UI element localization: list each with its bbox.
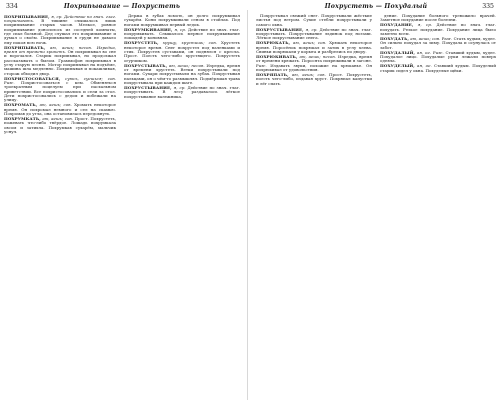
dictionary-entry <box>256 55 372 72</box>
dictionary-entry <box>256 73 372 86</box>
entry-headword: ПОХРУМКИВАНИЕ, <box>124 26 173 32</box>
dictionary-entry <box>380 64 496 73</box>
entry-grammar: хрущу, хрустишь; сов. <box>162 40 217 46</box>
dictionary-entry <box>124 86 240 99</box>
left-column-1 <box>4 14 116 402</box>
entry-headword: ПОХУДЕЛЫЙ, <box>380 63 415 69</box>
entry-grammar: ая, ое. <box>417 63 432 69</box>
entry-grammar: я, ср. Действие по знач. глаг. похрипывать. <box>4 14 116 23</box>
entry-grammar: я, ср. <box>417 22 433 28</box>
right-column-1 <box>256 14 372 402</box>
entry-grammar: ая, ое. <box>416 49 432 55</box>
running-title-right: Похрустеть — Похудалый <box>324 3 428 10</box>
entry-grammar: аю, аешь; несов. <box>299 53 336 59</box>
entry-headword: ПОХРУМКАТЬ, <box>4 115 41 121</box>
entry-headword: ПОХРИПЫВАНИЕ, <box>4 14 50 19</box>
entry-text: Действие по знач. глаг. похудать. Резкое похудание. Похудание лица было заметно всем. <box>380 22 496 36</box>
page-number-left: 334 <box>6 3 18 10</box>
entry-text: Разг. Стать худым, худее. Он сильно похудал за зиму. Похудала и осунулась от забот. <box>380 35 496 50</box>
entry-grammar: аю, аешь; несов. <box>168 62 205 68</box>
dictionary-entry <box>256 28 372 41</box>
dictionary-entry <box>124 64 240 86</box>
entry-headword: ПОХУДАЛЫЙ, <box>380 49 415 55</box>
entry-text: Хрустеть некоторое время. Снег похрустел под валенками и стих. Похрустев суставами, он поднялся с кресла. Прост. Поесть чего-либо хрустящего. Похрустеть огурчиком. <box>124 40 240 63</box>
entry-headword: ПОХРЮКАТЬ, <box>256 40 291 46</box>
entry-headword: ПОХРУСТЫВАТЬ, <box>124 62 168 68</box>
dictionary-entry <box>4 15 116 45</box>
entry-text: Он похрипывал во сне и ворочался. Старик похрипывал, но продолжал рассказывать о былом. Граммофон похрипывал в углу старую песню. Мотор похрипывал на подъёме, машина шла медленно. Похрипывая и покашливая, сторож обходил двор. <box>4 48 116 76</box>
entry-headword: ПОХРУСТЫВАНИЕ, <box>256 26 304 32</box>
entry-headword: ПОХРИСТОСОВАТЬСЯ, <box>4 75 61 81</box>
entry-grammar: я, ср. <box>174 26 187 32</box>
dictionary-entry <box>124 41 240 63</box>
entry-headword: ПОХРУСТЫВАНИЕ, <box>124 84 172 90</box>
entry-text: Действие по знач. глаг. похрумкивать. Слышалось мерное похрумкивание лошадей у коновязи. <box>124 26 240 41</box>
entry-grammar: аю, аешь; сов. <box>292 40 327 46</box>
entry-grammar: аю, аешь; сов. <box>291 71 326 77</box>
dictionary-entry <box>380 23 496 36</box>
entry-text: Держа в зубах ломоть, он долго похрумкивал сухарём. Кони похрумкивали сеном в стойлах. Под ногами похрумкивал первый ледок. <box>124 14 240 27</box>
gutter-divider <box>247 10 248 400</box>
right-page <box>256 2 496 402</box>
entry-grammar: аю, аешь; сов. <box>410 35 441 41</box>
entry-text: Прост. Похрустеть, пожевать что-либо твёрдое. Лошадь похрумкала овсом и затихла. Похрумкав сухарём, мальчик уснул. <box>4 115 116 134</box>
dictionary-entry <box>4 46 116 76</box>
running-head-left <box>4 2 240 11</box>
entry-text: дение. Похудание больного тревожило врачей. Заметное похудание после болезни. <box>380 14 496 23</box>
entry-text: Действие по знач. глаг. похрустывать. В лесу раздавалось лёгкое похрустывание валежника. <box>124 84 240 99</box>
dictionary-entry <box>256 41 372 54</box>
entry-grammar: аю, аешь; несов. Изредка, время от времени хрипеть. <box>4 44 116 54</box>
dictionary-entry <box>4 117 116 134</box>
entry-grammar: аю, аешь; сов. <box>42 115 74 121</box>
entry-text: Ставший худым. Похуделый старик сидел у окна. Похуделые щёки. <box>380 63 496 73</box>
entry-grammar: аю, аешь; сов. <box>39 102 72 108</box>
entry-headword: ПОХРЯПАТЬ, <box>256 71 289 77</box>
entry-text: Разг. Похристосоваться с кем. Обменяться троекратным поцелуем при пасхальном приветствии. Все похристосовались и сели за стол. Дети похристосовались с дедом и побежали на улицу. <box>4 79 116 103</box>
right-column-2 <box>380 14 496 402</box>
entry-text: Изредка, время от времени хрустеть. Ветки похрустывали под ногами. Сухари похрустывали на зубах. Похрустывая пальцами, он о чём-то размышлял. Подмёрзшая трава похрустывала при каждом шаге. <box>124 62 240 85</box>
entry-text: Хромать некоторое время. Он похромал немного и сел на скамью. Похромав до угла, она остановилась передохнуть. <box>4 102 116 116</box>
entry-text: Действие по знач. глаг. похрустывать. Похрустывание льдинок под ногами. Лёгкое похрустывание снега. <box>256 26 372 41</box>
dictionary-entry <box>124 28 240 41</box>
dictionary-entry <box>380 37 496 50</box>
entry-headword: ПОХРУСТЕТЬ, <box>124 40 159 46</box>
entry-grammar: я, ср. <box>173 84 186 90</box>
entry-text: Прост. Похрустеть, поесть чего-либо, издавая хруст. Похряпал капустки и лёг спать. <box>256 71 372 86</box>
left-page <box>4 2 240 402</box>
dictionary-entry <box>124 14 240 27</box>
entry-text: Хрюкать некоторое время. Поросёнок похрюкал и затих в углу хлева. Свиньи похрюкали у корыта и разбрелись по двору. <box>256 40 372 54</box>
entry-text: Разг. Ставший худым, худее. Похудалое лицо. Похудалые руки лежали поверх одеяла. <box>380 49 496 64</box>
entry-text: Похрустывал свежий снег. Похрустывали жёсткие листья под ветром. Сухие стебли похрустывали у самого окна. <box>256 14 372 27</box>
dictionary-entry <box>4 103 116 116</box>
entry-text: Изредка, время от времени хрюкать. Поросята похрюкивали в загоне. Разг. Издавать звуки, похожие на хрюканье. Он похрюкивал от удовольствия. <box>256 53 372 72</box>
dictionary-entry <box>256 14 372 27</box>
dictionary-entry <box>380 51 496 64</box>
entry-headword: ПОХРЮКИВАТЬ, <box>256 53 298 59</box>
entry-text: В тишине слышалось лишь похрипывание старых часов. Мелкое, ровное похрипывание доносилось из соседней комнаты, где спал больной. Дед слушал это похрипывание и думал о своём. Похрипывание в груди не давало ему покоя всю ночь. <box>4 17 116 45</box>
entry-headword: ПОХУДАТЬ, <box>380 35 409 41</box>
running-head-right <box>256 2 496 11</box>
entry-headword: ПОХРИПЫВАТЬ, <box>4 44 46 50</box>
left-column-2 <box>124 14 240 402</box>
dictionary-entry <box>4 77 116 103</box>
entry-grammar: я, ср. <box>305 26 318 32</box>
entry-grammar: суюсь, суешься; сов. <box>65 75 116 81</box>
entry-headword: ПОХРОМАТЬ, <box>4 102 38 108</box>
right-columns <box>256 14 496 402</box>
entry-headword: ПОХУДАНИЕ, <box>380 22 414 28</box>
running-title-left: Похрипывание — Похрустеть <box>63 3 181 10</box>
left-columns <box>4 14 240 402</box>
page-number-right: 335 <box>482 3 494 10</box>
